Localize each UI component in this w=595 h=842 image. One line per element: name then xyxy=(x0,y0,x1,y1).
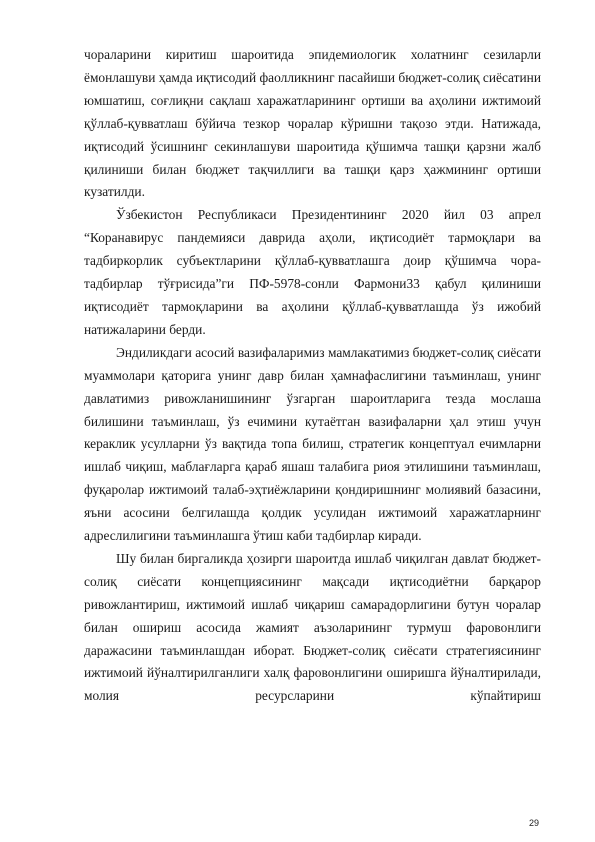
paragraph-3: Эндиликдаги асосий вазифаларимиз мамлакатимиз бюджет-солиқ сиёсати муаммолари қаторига унинг давр билан ҳамнафаслигини таъминлаш, унинг давлатимиз ривожланишининг ўзгарган шароитларига тезда мослаша билишини таъминлаш, ўз ечимини кутаётган вазифаларни ҳал этиш учун кераклик усулларни ўз вақтида топа билиш, стратегик концептуал ечимларни ишлаб чиқиш, маблағларга қараб яшаш талабига риоя этилишини таъминлаш, фуқаролар ижтимоий талаб-эҳтиёжларини қондиришнинг молиявий базасини, яъни асосини белгилашда қолдик усулидан ижтимоий харажатларнинг адреслилигини таъминлашга ўтиш каби тадбирлар киради. xyxy=(84,344,541,544)
document-body xyxy=(84,44,541,708)
page-number: 29 xyxy=(528,818,539,828)
paragraph-4: Шу билан биргаликда ҳозирги шароитда ишлаб чиқилган давлат бюджет-солиқ сиёсати концепциясининг мақсади иқтисодиётни барқарор ривожлантириш, ижтимоий ишлаб чиқариш самарадорлигини бутун чоралар билан ошириш асосида жамият аъзоларининг турмуш фаровонлиги даражасини таъминлашдан иборат. Бюджет-солиқ сиёсати стратегиясининг ижтимоий йўналтирилганлиги халқ фаровонлигини оширишга йўналтирилади, молия ресурсларини кўпайтириш xyxy=(84,550,541,704)
paragraph-2: Ўзбекистон Республикаси Президентининг 2020 йил 03 апрел “Коранавирус пандемияси даврида аҳоли, иқтисодиёт тармоқлари ва тадбиркорлик субъектларини қўллаб-қувватлашга доир қўшимча чора-тадбирлар тўғрисида”ги ПФ-5978-сонли Фармони33 қабул қилиниши иқтисодиёт тармоқларини ва аҳолини қўллаб-қувватлашда ўз ижобий натижаларини берди. xyxy=(84,207,541,337)
paragraph-1: чораларини киритиш шароитида эпидемиологик холатнинг сезиларли ёмонлашуви ҳамда иқтисодий фаолликнинг пасайиши бюджет-солиқ сиёсатини юмшатиш, соғлиқни сақлаш харажатларининг ортиши ва аҳолини ижтимоий қўллаб-қувватлаш бўйича тезкор чоралар кўришни тақозо этди. Натижада, иқтисодий ўсишнинг секинлашуви шароитида қўшимча ташқи қарзни жалб қилиниши билан бюджет тақчиллиги ва ташқи қарз ҳажмининг ортиши кузатилди. xyxy=(84,47,541,200)
